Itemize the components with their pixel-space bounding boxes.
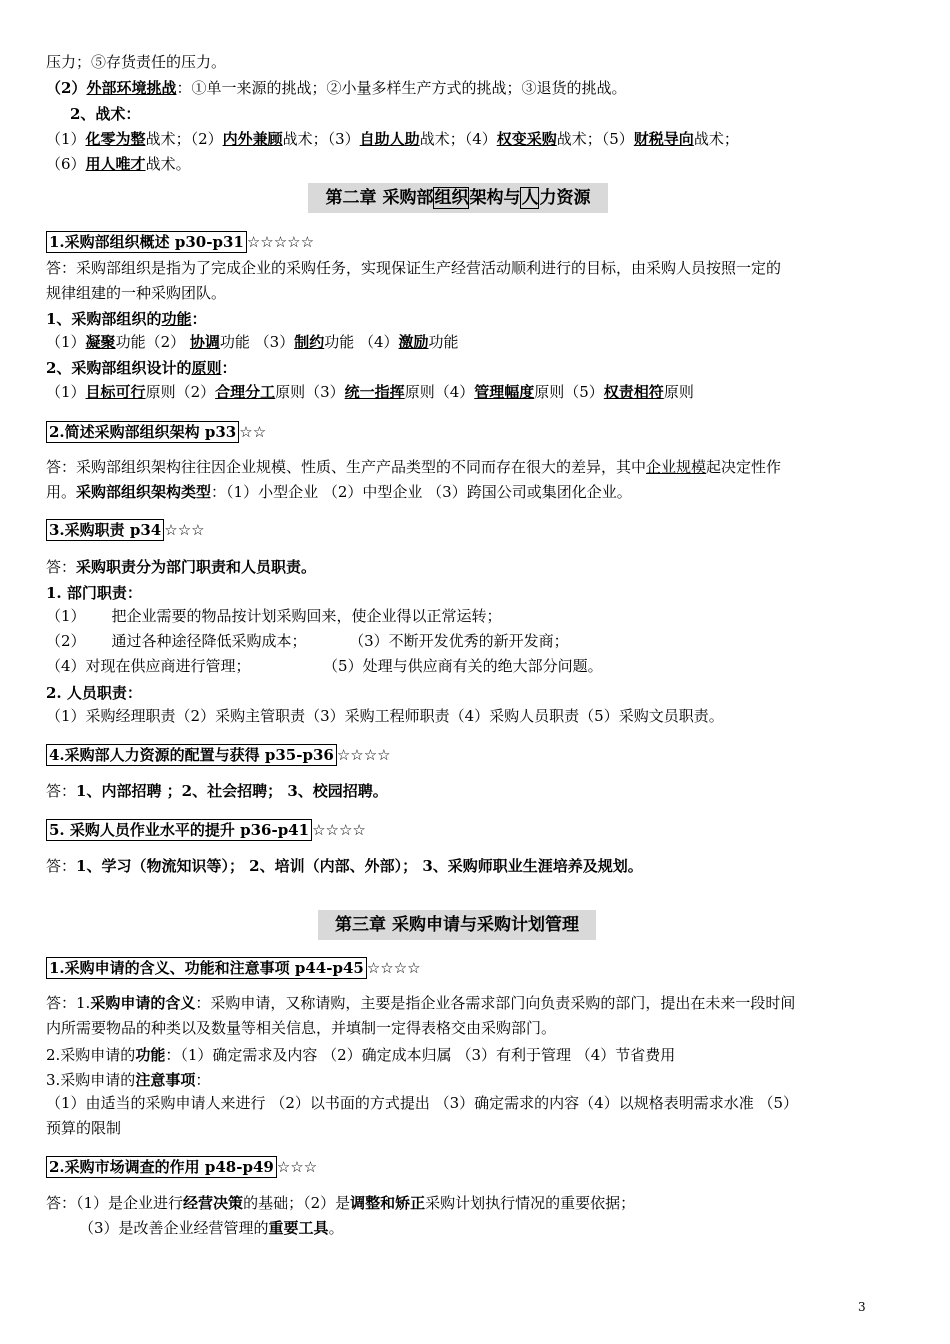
tactics-line-1: （1）化零为整战术；（2）内外兼顾战术；（3）自助人助战术；（4）权变采购战术；（5）财税导向战术； — [46, 130, 739, 148]
answer-line: （1）目标可行原则（2）合理分工原则（3）统一指挥原则（4）管理幅度原则（5）权责相符原则 — [46, 383, 694, 401]
answer-line: 答：1、内部招聘 ；2、社会招聘； 3、校园招聘。 — [46, 782, 388, 800]
answer-line: 规律组建的一种采购团队。 — [46, 284, 227, 302]
answer-line: （1）凝聚功能（2） 协调功能 （3）制约功能 （4）激励功能 — [46, 333, 459, 351]
answer-line: 答：1、学习（物流知识等）； 2、培训（内部、外部）； 3、采购师职业生涯培养及规划。 — [46, 857, 643, 875]
subheading: 2、采购部组织设计的原则： — [46, 359, 237, 377]
answer-line: 用。采购部组织架构类型：（1）小型企业 （2）中型企业 （3）跨国公司或集团化企业。 — [46, 483, 632, 501]
list-item: （4）对现在供应商进行管理； （5）处理与供应商有关的绝大部分问题。 — [46, 657, 603, 675]
page-number: 3 — [858, 1300, 866, 1314]
q-heading: 1.采购申请的含义、功能和注意事项 p44-p45 ☆☆☆☆ — [46, 958, 906, 978]
q-heading: 2.简述采购部组织架构 p33 ☆☆ — [46, 422, 906, 442]
answer-line: 答：采购职责分为部门职责和人员职责。 — [46, 558, 317, 576]
chapter-2-title: 第二章 采购部组织架构与人力资源 — [308, 183, 608, 213]
intro-line-2: （2）外部环境挑战：①单一来源的挑战；②小量多样生产方式的挑战；③退货的挑战。 — [46, 79, 627, 97]
answer-line: 答：1.采购申请的含义：采购申请，又称请购，主要是指企业各需求部门向负责采购的部门，提出在未来一段时间 — [46, 994, 796, 1012]
list-item: （2） 通过各种途径降低采购成本； （3）不断开发优秀的新开发商； — [46, 632, 569, 650]
tactics-line-2: （6）用人唯才战术。 — [46, 155, 191, 173]
list-item: （1） 把企业需要的物品按计划采购回来，使企业得以正常运转； — [46, 607, 502, 625]
answer-line: 答：（1）是企业进行经营决策的基础；（2）是调整和矫正采购计划执行情况的重要依据； — [46, 1194, 636, 1212]
list-item: （1）采购经理职责（2）采购主管职责（3）采购工程师职责（4）采购人员职责（5）采购文员职责。 — [46, 707, 724, 725]
answer-line: 3.采购申请的注意事项： — [46, 1071, 211, 1089]
subheading: 2. 人员职责： — [46, 684, 142, 702]
answer-line: 2.采购申请的功能：（1）确定需求及内容 （2）确定成本归属 （3）有利于管理 （4）节省费用 — [46, 1046, 676, 1064]
answer-line: 内所需要物品的种类以及数量等相关信息，并填制一定得表格交由采购部门。 — [46, 1019, 557, 1037]
tactics-title: 2、战术： — [70, 105, 141, 123]
subheading: 1、采购部组织的功能： — [46, 310, 207, 328]
intro-line-1: 压力；⑤存货责任的压力。 — [46, 53, 227, 71]
q-heading: 4.采购部人力资源的配置与获得 p35-p36 ☆☆☆☆ — [46, 745, 906, 765]
q-heading: 3.采购职责 p34 ☆☆☆ — [46, 520, 906, 540]
chapter-3-title: 第三章 采购申请与采购计划管理 — [318, 910, 596, 940]
answer-line: （3）是改善企业经营管理的重要工具。 — [79, 1219, 344, 1237]
q-heading: 2.采购市场调查的作用 p48-p49 ☆☆☆ — [46, 1157, 906, 1177]
subheading: 1. 部门职责： — [46, 584, 142, 602]
answer-line: 预算的限制 — [46, 1119, 122, 1137]
q-heading: 1.采购部组织概述 p30-p31 ☆☆☆☆☆ — [46, 232, 906, 252]
answer-line: （1）由适当的采购申请人来进行 （2）以书面的方式提出 （3）确定需求的内容（4）以规格表明需求水准 （5） — [46, 1094, 799, 1112]
answer-line: 答：采购部组织架构往往因企业规模、性质、生产产品类型的不同而存在很大的差异，其中企业规模起决定性作 — [46, 458, 782, 476]
q-heading: 5. 采购人员作业水平的提升 p36-p41 ☆☆☆☆ — [46, 820, 906, 840]
answer-line: 答：采购部组织是指为了完成企业的采购任务，实现保证生产经营活动顺利进行的目标，由采购人员按照一定的 — [46, 259, 782, 277]
